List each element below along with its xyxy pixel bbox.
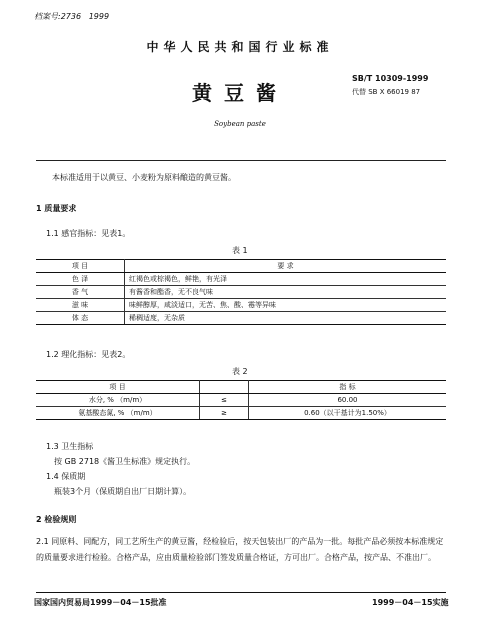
archive-no: 档案号:2736: [34, 12, 82, 21]
section-1-3: 1.3 卫生指标: [46, 442, 94, 451]
standard-type: 中华人民共和国行业标准: [146, 40, 334, 54]
table-cell: 60.00: [249, 394, 447, 407]
table-2: [36, 380, 446, 420]
table-row: [36, 407, 446, 420]
table-cell: 香 气: [36, 286, 125, 299]
section-2-1: [36, 534, 446, 566]
table-cell: ≥: [200, 407, 249, 420]
section-2-1-text: 2.1 同原料、同配方，同工艺所生产的黄豆酱，经检验后，按天包装出厂的产品为一批。每批产品必须按本标准规定的质量要求进行检验。合格产品，应由质量检验部门签发质量合格证，方可出厂。合格产品，按: [36, 537, 444, 562]
table-1-header: [36, 260, 446, 273]
table-cell: 水分, % （m/m）: [36, 394, 200, 407]
table-row: [36, 299, 446, 312]
table-row: [36, 394, 446, 407]
table-cell: 氨基酸态氮, % （m/m）: [36, 407, 200, 420]
table-cell: 0.60（以干基计为1.50%）: [249, 407, 447, 420]
footer-divider: [36, 592, 446, 593]
table-1-header-req: 要 求: [125, 260, 447, 273]
section-2-1-cont: 产品、不准出厂。: [372, 553, 436, 562]
section-1-1: 1.1 感官指标：见表1。: [46, 229, 131, 238]
section-1-3-text: 按 GB 2718《酱卫生标准》规定执行。: [54, 457, 196, 466]
table-cell: 色 泽: [36, 273, 125, 286]
document-title: 黄豆酱: [192, 81, 288, 105]
english-title: Soybean paste: [214, 120, 266, 128]
table-cell: 滋 味: [36, 299, 125, 312]
table-row: [36, 286, 446, 299]
table-2-caption: 表 2: [232, 367, 248, 376]
issued-date: 国家国内贸易局1999－04－15批准: [34, 598, 167, 607]
table-cell: ≤: [200, 394, 249, 407]
section-1-2: 1.2 理化指标：见表2。: [46, 350, 131, 359]
table-cell: 红褐色或棕褐色，鲜艳，有光泽: [125, 273, 447, 286]
section-1-4: 1.4 保质期: [46, 472, 86, 481]
scope-text: 本标准适用于以黄豆、小麦粉为原料酿造的黄豆酱。: [52, 173, 236, 182]
standard-replaces: 代替 SB X 66019 87: [352, 88, 421, 96]
table-row: [36, 312, 446, 325]
table-cell: 有酱香和酯香，无不良气味: [125, 286, 447, 299]
table-row: [36, 273, 446, 286]
table-1: [36, 259, 446, 325]
header-divider: [36, 160, 446, 161]
archive-header: [34, 11, 109, 22]
table-1-header-item: 项 目: [36, 260, 125, 273]
table-2-header-value: 指 标: [249, 381, 447, 394]
section-1-4-text: 瓶装3个月（保质期自出厂日期计算）。: [54, 487, 192, 496]
table-2-header: [36, 381, 446, 394]
table-1-caption: 表 1: [232, 246, 248, 255]
archive-year: 1999: [88, 12, 110, 21]
standard-code: SB/T 10309-1999: [352, 74, 429, 83]
table-cell: 体 态: [36, 312, 125, 325]
section-1-heading: 1 质量要求: [36, 204, 77, 213]
section-2-heading: 2 检验规则: [36, 515, 77, 524]
table-cell: 味鲜醇厚，咸淡适口，无苦、焦、酸、霉等异味: [125, 299, 447, 312]
table-cell: 稀稠适度，无杂质: [125, 312, 447, 325]
implemented-date: 1999－04－15实施: [372, 598, 449, 607]
table-2-header-item: 项 目: [36, 381, 200, 394]
table-2-header-op: [200, 381, 249, 394]
